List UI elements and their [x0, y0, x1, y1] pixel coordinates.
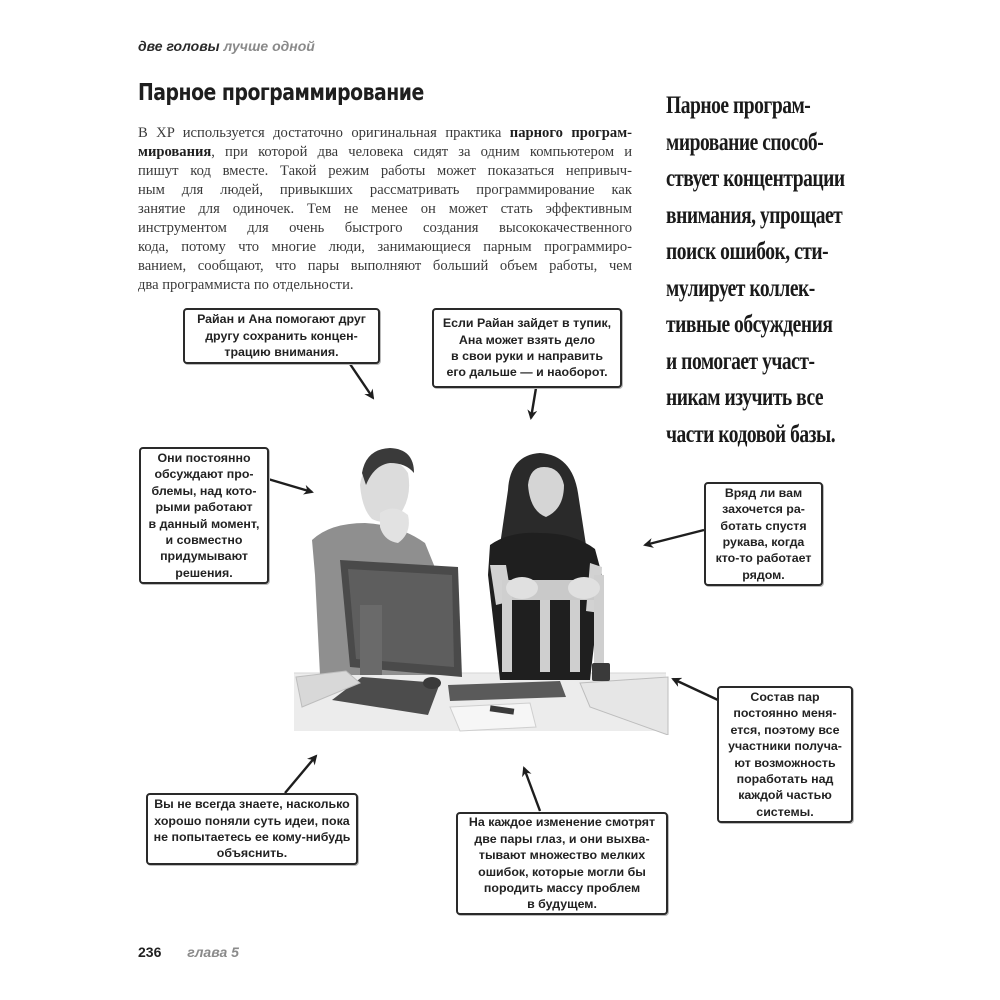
- page-number: 236: [138, 944, 162, 960]
- running-head-light: лучше одной: [223, 38, 315, 54]
- body-line: два программиста по отдельности.: [138, 277, 354, 293]
- pull-quote-line: Парное програм-: [666, 92, 811, 119]
- callout-takeover: Если Райан зайдет в тупик, Ана может взять дело в свои руки и направить его дальше — и наоборот.: [432, 308, 622, 388]
- pull-quote-line: мулирует коллек-: [666, 274, 815, 302]
- body-line: инструментом для очень быстрого создания высококачественного: [138, 220, 632, 236]
- callout-explain: Вы не всегда знаете, насколько хорошо поняли суть идеи, пока не попытаетесь ее кому-нибудь объяснить.: [146, 793, 358, 865]
- running-head-bold: две головы: [138, 38, 220, 54]
- body-paragraph: [138, 124, 632, 295]
- pull-quote-line: внимания, упрощает: [666, 201, 843, 229]
- body-line: занятие для одиночек. Тем не менее он может стать эффективным: [138, 201, 632, 217]
- body-line: ванием, сообщают, что пары выполняют больший объем работы, чем: [138, 258, 632, 274]
- body-line: мирования, при которой два человека сидят за одним компьютером и: [138, 144, 632, 160]
- body-line: ным для людей, привыкших рассматривать программирование как: [138, 182, 632, 198]
- chapter-label: глава 5: [187, 944, 239, 960]
- callout-no-slacking: Вряд ли вам захочется ра- ботать спустя рукава, когда кто-то работает рядом.: [704, 482, 823, 586]
- pull-quote-line: мирование способ-: [666, 128, 824, 156]
- pull-quote-line: ствует концентрации: [666, 165, 845, 192]
- pull-quote-line: и помогает участ-: [666, 347, 815, 375]
- section-title: Парное программирование: [138, 80, 424, 106]
- pull-quote-line: тивные обсуждения: [666, 311, 833, 338]
- callout-discuss: Они постоянно обсуждают про- блемы, над кото- рыми работают в данный момент, и совместно придумывают решения.: [139, 447, 269, 584]
- pull-quote-line: поиск ошибок, сти-: [666, 238, 829, 265]
- pair-programming-photo: [290, 445, 670, 735]
- pull-quote-line: части кодовой базы.: [666, 420, 836, 448]
- page-footer: [138, 944, 239, 960]
- callout-review: На каждое изменение смотрят две пары глаз, и они выхва- тывают множество мелких ошибок, которые могли бы породить массу проблем в будущем.: [456, 812, 668, 915]
- callout-rotation: Состав пар постоянно меня- ется, поэтому все участники получа- ют возможность поработать над каждой частью системы.: [717, 686, 853, 823]
- callout-focus: Райан и Ана помогают друг другу сохранить концен- трацию внимания.: [183, 308, 380, 364]
- running-head: [138, 38, 315, 54]
- pull-quote: [666, 88, 866, 453]
- body-line: В XP используется достаточно оригинальная практика парного програм-: [138, 125, 632, 141]
- body-line: кода, потому что многие люди, занимающиеся парным программиро-: [138, 239, 632, 255]
- body-line: пишут код вместе. Такой режим работы может показаться непривыч-: [138, 163, 632, 179]
- pull-quote-line: никам изучить все: [666, 384, 824, 411]
